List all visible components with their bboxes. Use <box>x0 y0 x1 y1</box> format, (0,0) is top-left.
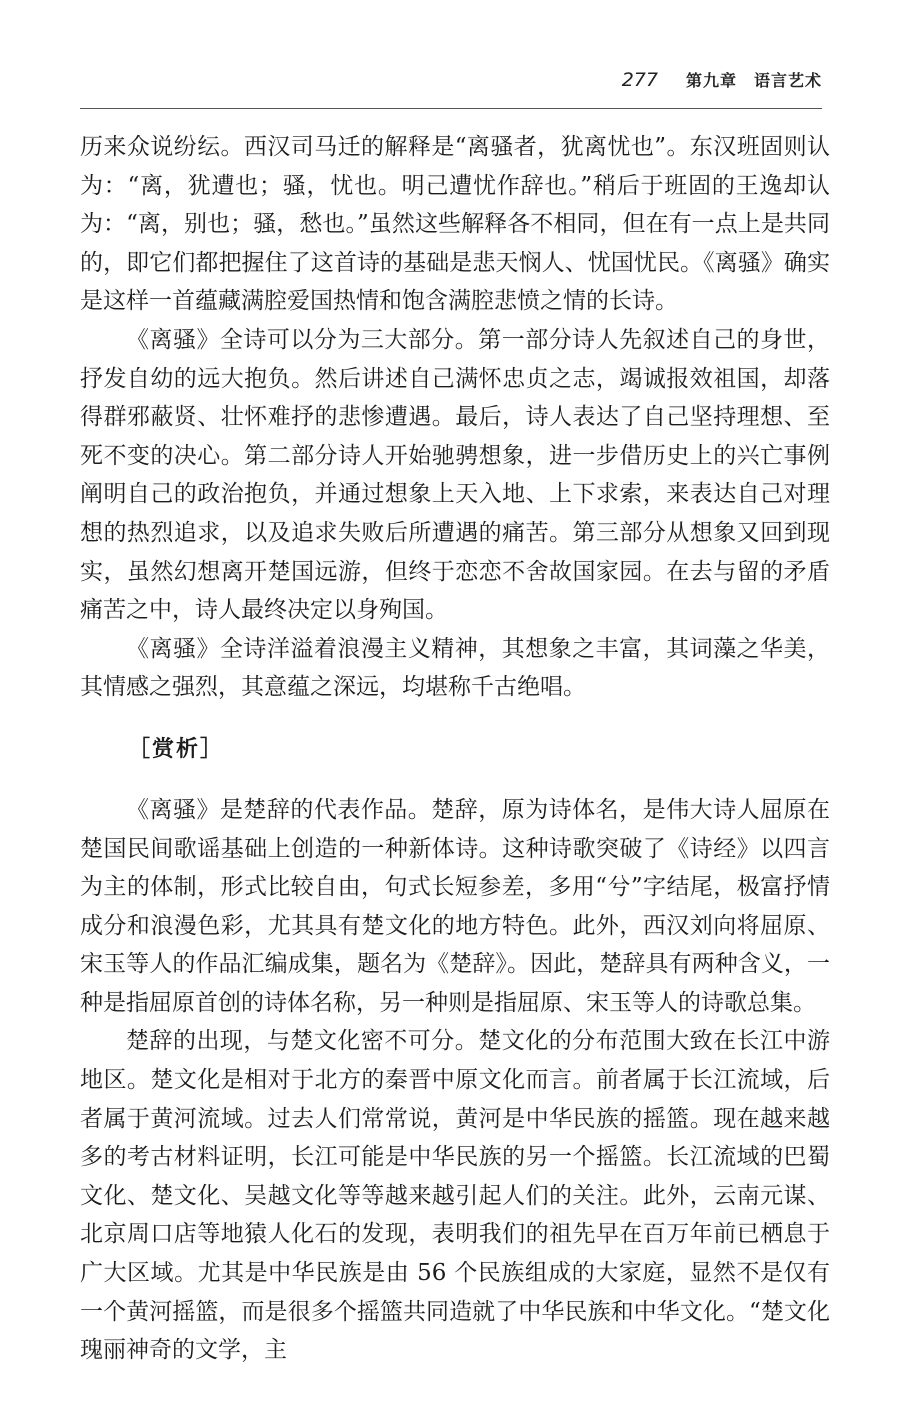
spacer <box>80 707 830 711</box>
section-heading: ［赏析］ <box>128 736 225 762</box>
paragraph: 楚辞的出现，与楚文化密不可分。楚文化的分布范围大致在长江中游地区。楚文化是相对于北方的秦晋中原文化而言。前者属于长江流域，后者属于黄河流域。过去人们常常说，黄河是中华民族的摇篮。现在越来越多的考古材料证明，长江可能是中华民族的另一个摇篮。长江流域的巴蜀文化、楚文化、吴越文化等等越来越引起人们的关注。此外，云南元谋、北京周口店等地猿人化石的发现，表明我们的祖先早在百万年前已栖息于广大区域。尤其是中华民族是由 56 个民族组成的大家庭，显然不是仅有一个黄河摇篮，而是很多个摇篮共同造就了中华民族和中华文化。“楚文化瑰丽神奇的文学，主 <box>80 1028 830 1364</box>
paragraph: 《离骚》是楚辞的代表作品。楚辞，原为诗体名，是伟大诗人屈原在楚国民间歌谣基础上创造的一种新体诗。这种诗歌突破了《诗经》以四言为主的体制，形式比较自由，句式长短参差，多用“兮”字结尾，极富抒情成分和浪漫色彩，尤其具有楚文化的地方特色。此外，西汉刘向将屈原、宋玉等人的作品汇编成集，题名为《楚辞》。因此，楚辞具有两种含义，一种是指屈原首创的诗体名称，另一种则是指屈原、宋玉等人的诗歌总集。 <box>80 796 830 1016</box>
paragraph: 《离骚》全诗可以分为三大部分。第一部分诗人先叙述自己的身世，抒发自幼的远大抱负。然后讲述自己满怀忠贞之志，竭诚报效祖国，却落得群邪蔽贤、壮怀难抒的悲惨遭遇。最后，诗人表达了自己坚持理想、至死不变的决心。第二部分诗人开始驰骋想象，进一步借历史上的兴亡事例阐明自己的政治抱负，并通过想象上天入地、上下求索，来表达自己对理想的热烈追求，以及追求失败后所遭遇的痛苦。第三部分从想象又回到现实，虽然幻想离开楚国远游，但终于恋恋不舍故国家园。在去与留的矛盾痛苦之中，诗人最终决定以身殉国。 <box>80 326 830 624</box>
header-divider <box>80 108 822 109</box>
page-header <box>622 68 822 98</box>
page-number: 277 <box>621 69 658 91</box>
paragraph: 《离骚》全诗洋溢着浪漫主义精神，其想象之丰富，其词藻之华美，其情感之强烈，其意蕴之深远，均堪称千古绝唱。 <box>80 635 830 701</box>
body-text <box>80 128 830 1370</box>
paragraph: 历来众说纷纭。西汉司马迁的解释是“离骚者，犹离忧也”。东汉班固则认为：“离，犹遭也；骚，忧也。明己遭忧作辞也。”稍后于班固的王逸却认为：“离，别也；骚，愁也。”虽然这些解释各不相同，但在有一点上是共同的，即它们都把握住了这首诗的基础是悲天悯人、忧国忧民。《离骚》确实是这样一首蕴藏满腔爱国热情和饱含满腔悲愤之情的长诗。 <box>80 134 830 315</box>
running-title: 第九章 语言艺术 <box>685 71 822 90</box>
